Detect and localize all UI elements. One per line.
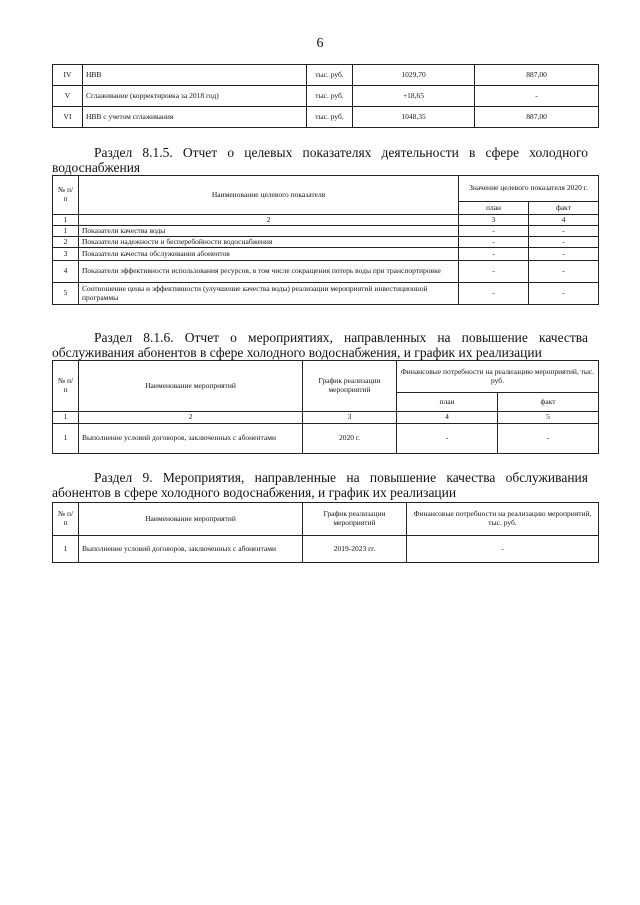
row-name: Показатели надежности и бесперебойности водоснабжения: [79, 237, 459, 248]
row-plan: -: [459, 226, 529, 237]
row-unit: тыс. руб.: [307, 107, 353, 128]
header-activity-name: Наименование мероприятий: [79, 503, 303, 536]
index-cell: 4: [529, 215, 599, 226]
index-cell: 1: [53, 412, 79, 424]
section-815-heading: [52, 145, 588, 175]
index-cell: 3: [303, 412, 397, 424]
header-schedule: График реализации мероприятий: [303, 503, 407, 536]
page-number: 6: [316, 36, 324, 51]
table-row: [53, 536, 599, 563]
header-schedule: График реализации мероприятий: [303, 361, 397, 412]
table-index-row: [53, 215, 599, 226]
header-number: № п/п: [53, 503, 79, 536]
table-row: [53, 237, 599, 248]
table-row: [53, 226, 599, 237]
table-row: [53, 86, 599, 107]
row-finance: -: [407, 536, 599, 563]
section-816-heading: [52, 330, 588, 360]
row-name: Соотношение цены и эффективности (улучшение качества воды) реализации мероприятий инвестиционной программы: [79, 283, 459, 305]
row-name: Сглаживание (корректировка за 2018 год): [83, 86, 307, 107]
header-plan: план: [397, 393, 498, 412]
index-cell: 5: [498, 412, 599, 424]
header-fact: факт: [529, 202, 599, 215]
table-row: [53, 248, 599, 261]
row-number: 1: [53, 226, 79, 237]
header-finance: Финансовые потребности на реализацию мероприятий, тыс. руб.: [407, 503, 599, 536]
row-value-2: 887,00: [475, 107, 599, 128]
row-plan: -: [397, 424, 498, 454]
row-value-1: 1048,35: [353, 107, 475, 128]
target-indicators-table: [52, 175, 599, 305]
section-816-heading-line2: обслуживания абонентов в сфере холодного водоснабжения, и график их реализации: [52, 345, 542, 360]
table-row: [53, 107, 599, 128]
header-target-value: Значение целевого показателя 2020 г.: [459, 176, 599, 202]
table-row: [53, 283, 599, 305]
header-activity-name: Наименование мероприятий: [79, 361, 303, 412]
section-9-heading: [52, 470, 588, 500]
index-cell: 1: [53, 215, 79, 226]
row-schedule: 2019-2023 гг.: [303, 536, 407, 563]
row-number: 3: [53, 248, 79, 261]
row-number: 5: [53, 283, 79, 305]
row-fact: -: [529, 248, 599, 261]
header-finance: Финансовые потребности на реализацию мероприятий, тыс. руб.: [397, 361, 599, 393]
row-plan: -: [459, 248, 529, 261]
row-name: Выполнение условий договоров, заключенных с абонентами: [79, 536, 303, 563]
row-fact: -: [498, 424, 599, 454]
row-name: НВВ: [83, 65, 307, 86]
header-indicator-name: Наименование целевого показателя: [79, 176, 459, 215]
row-plan: -: [459, 283, 529, 305]
row-value-1: +18,65: [353, 86, 475, 107]
table-row: [53, 424, 599, 454]
section-9-heading-line2: абонентов в сфере холодного водоснабжения, и график их реализации: [52, 485, 457, 500]
row-number: 1: [53, 536, 79, 563]
row-unit: тыс. руб.: [307, 65, 353, 86]
row-number: 1: [53, 424, 79, 454]
header-plan: план: [459, 202, 529, 215]
row-number: V: [53, 86, 83, 107]
table-header-row: [53, 503, 599, 536]
table-row: [53, 65, 599, 86]
header-number: № п/п: [53, 361, 79, 412]
section-815-heading-line2: водоснабжения: [52, 160, 141, 175]
row-value-1: 1029,70: [353, 65, 475, 86]
index-cell: 2: [79, 412, 303, 424]
row-plan: -: [459, 237, 529, 248]
row-value-2: -: [475, 86, 599, 107]
row-fact: -: [529, 226, 599, 237]
header-fact: факт: [498, 393, 599, 412]
table-index-row: [53, 412, 599, 424]
row-name: Выполнение условий договоров, заключенных с абонентами: [79, 424, 303, 454]
table-header-row: [53, 176, 599, 202]
row-number: 2: [53, 237, 79, 248]
row-fact: -: [529, 237, 599, 248]
row-fact: -: [529, 283, 599, 305]
row-number: VI: [53, 107, 83, 128]
section-9-heading-line1: Раздел 9. Мероприятия, направленные на повышение качества обслуживания: [94, 470, 588, 485]
row-name: Показатели качества воды: [79, 226, 459, 237]
row-value-2: 887,00: [475, 65, 599, 86]
row-schedule: 2020 г.: [303, 424, 397, 454]
section-816-heading-line1: Раздел 8.1.6. Отчет о мероприятиях, направленных на повышение качества: [94, 330, 588, 345]
row-name: НВВ с учетом сглаживания: [83, 107, 307, 128]
top-table: [52, 64, 599, 128]
row-name: Показатели качества обслуживания абонентов: [79, 248, 459, 261]
header-number: № п/п: [53, 176, 79, 215]
row-number: IV: [53, 65, 83, 86]
index-cell: 3: [459, 215, 529, 226]
row-plan: -: [459, 261, 529, 283]
row-fact: -: [529, 261, 599, 283]
activities-plan-table: [52, 502, 599, 563]
table-header-row: [53, 361, 599, 393]
row-name: Показатели эффективности использования ресурсов, в том числе сокращения потерь воды при транспортировке: [79, 261, 459, 283]
index-cell: 4: [397, 412, 498, 424]
index-cell: 2: [79, 215, 459, 226]
row-unit: тыс. руб.: [307, 86, 353, 107]
activities-report-table: [52, 360, 599, 454]
row-number: 4: [53, 261, 79, 283]
table-row: [53, 261, 599, 283]
section-815-heading-line1: Раздел 8.1.5. Отчет о целевых показателях деятельности в сфере холодного: [94, 145, 588, 160]
